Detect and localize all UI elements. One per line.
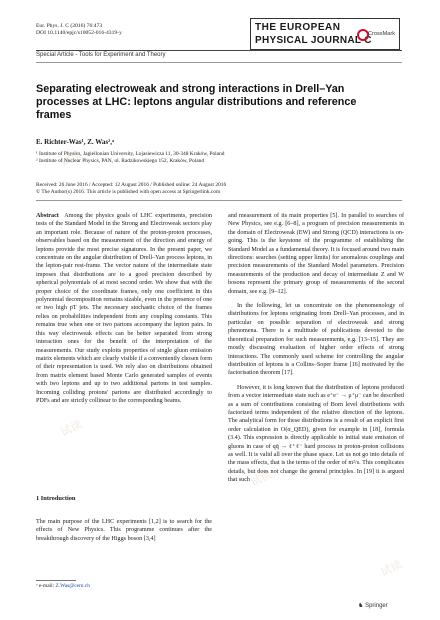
- article-title: Separating electroweak and strong interactions in Drell–Yan processes at LHC: leptons angular distributions and reference frames: [36, 83, 357, 121]
- intro-text: [36, 518, 212, 543]
- watermark: 试读: [58, 147, 84, 169]
- watermark: 试读: [58, 417, 84, 439]
- header-rule: [36, 50, 402, 51]
- watermark: 试读: [338, 327, 364, 349]
- title-rule: [36, 200, 402, 201]
- publisher-name: Springer: [365, 603, 388, 609]
- watermark: 试读: [268, 212, 294, 234]
- affiliations: [36, 151, 224, 165]
- paragraph: In the following, let us concentrate on the phenomenology of distributions for leptons originating from Drell–Yan processes, and in particular on possible separation of electroweak and strong phenomena. There is a multitude of publications devoted to the theoretical preparation for such measurements, e.g. [13–15]. They are mostly discussing evaluation of higher order effects of strong interactions. The commonly used scheme for controlling the angular distribution of leptons is a Collins–Soper frame [16] motivated by the factorisation theorem [17].: [228, 303, 404, 377]
- history-dates: Received: 26 June 2016 / Accepted: 12 August 2016 / Published online: 24 August 2016: [36, 182, 227, 188]
- abstract-text: Among the physics goals of LHC experiments, precision tests of the Standard Model in the Strong and Electroweak sectors play an important role. Because of nature of the proton-proton processes, observables based on the measurement of the direction and energy of leptons provide the most precise signatures. In the present paper, we concentrate on the angular distribution of Drell–Yan process leptons, in the lepton-pair rest-frame. The vector nature of the intermediate state imposes that distributions are to a good precision described by spherical polynomials of at most second order. We show that with the proper choice of the coordinate frames, only one coefficient in this polynomial decomposition remains sizable, even in the presence of one or two high pT jets. The necessary stochastic choice of the frames relies on probabilities independent from any coupling constants. This remains true when one or two partons accompany the lepton pairs. In this way electroweak effects can be better separated from strong interaction ones for the benefit of the interpretation of the measurements. Our study exploits properties of single gluon emission matrix elements which are clearly visible if a conveniently chosen form of their representation is used. We rely also on distributions obtained from matrix element based Monte Carlo generated samples of events with two leptons and up to two additional partons in test samples. Incoming colliding protons' partons are distributed accordingly to PDFs and are strictly collinear to the corresponding beams.: [36, 213, 212, 404]
- watermark: 试读: [248, 467, 274, 489]
- email-link[interactable]: Z.Was@cern.ch: [55, 583, 90, 589]
- affiliation: ¹ Institute of Physics, Jagiellonian University, Lojasiewicza 11, 30-348 Kraków, Poland: [36, 151, 225, 157]
- section-label: Special Article - Tools for Experiment and Theory: [36, 52, 166, 58]
- footnote-rule: [36, 580, 76, 581]
- watermark: 试读: [378, 557, 404, 579]
- springer-icon: ♞: [358, 603, 364, 609]
- footnote: [36, 583, 90, 589]
- journal-name-line1: THE EUROPEAN: [255, 22, 341, 33]
- paragraph: The main purpose of the LHC experiments [1,2] is to search for the effects of New Physics. This programme continues after the breakthrough discovery of the Higgs boson [3,4]: [36, 519, 212, 542]
- header-meta: [36, 23, 122, 37]
- journal-name-line2: PHYSICAL JOURNAL C: [255, 35, 372, 46]
- section-heading: 1 Introduction: [36, 495, 76, 502]
- right-column: [228, 212, 404, 485]
- article-dates: [36, 182, 226, 196]
- publisher-logo: [358, 602, 388, 609]
- footnote-label: ᵃ e-mail:: [36, 583, 55, 589]
- abstract: [36, 212, 212, 405]
- paragraph: and measurement of its main properties [5]. In parallel to searches of New Physics, see e.g. [6–8], a program of precision measurements in the domain of Electroweak (EW) and Strong (QCD) interactions is on-going. This is the keystone of the programme of establishing the Standard Model as a fundamental theory. It is focused around two main directions: searches (setting upper limits) for anomalous couplings and precision measurements of the Standard Model parameters. Precision measurements of the production and decay of intermediate Z and W bosons represent the primary group of measurements of the second domain, see e.g. [9–12].: [228, 213, 404, 295]
- affiliation: ² Institute of Nuclear Physics, PAN, ul. Radzikowskiego 152, Kraków, Poland: [36, 158, 205, 164]
- crossmark-label[interactable]: CrossMark: [368, 31, 396, 37]
- section-rule: [36, 62, 402, 63]
- authors: E. Richter-Was¹, Z. Was²,ᵃ: [36, 138, 114, 146]
- abstract-heading: Abstract: [36, 213, 59, 219]
- license-note: © The Author(s) 2016. This article is published with open access at Springerlink.com: [36, 189, 221, 195]
- paragraph: However, it is long known that the distribution of leptons produced from a vector intermediate state such as e⁺e⁻ → μ⁺μ⁻ can be described as a sum of contributions consisting of Born level distributions with factorized terms independent of the relative direction of the leptons. The analytical form for these distributions is a result of an explicit first order calculation in O(α_QED), given for example in [18], formula (3.4). This expression is directly applicable to initial state emission of gluons in case of qq̄ → ℓ⁺ℓ⁻ hard process in proton-proton collisions as well. It is valid all over the phase space. Let us not go into details of the mass effects, that is the terms of the order of m²/s. This complicates details, but does not change the general principles. In [19] it is argued that such: [228, 384, 404, 484]
- doi[interactable]: DOI 10.1140/epjc/s10052-016-4319-y: [36, 30, 122, 37]
- citation: Eur. Phys. J. C (2016) 76:473: [36, 23, 103, 29]
- watermark: 试读: [128, 297, 154, 319]
